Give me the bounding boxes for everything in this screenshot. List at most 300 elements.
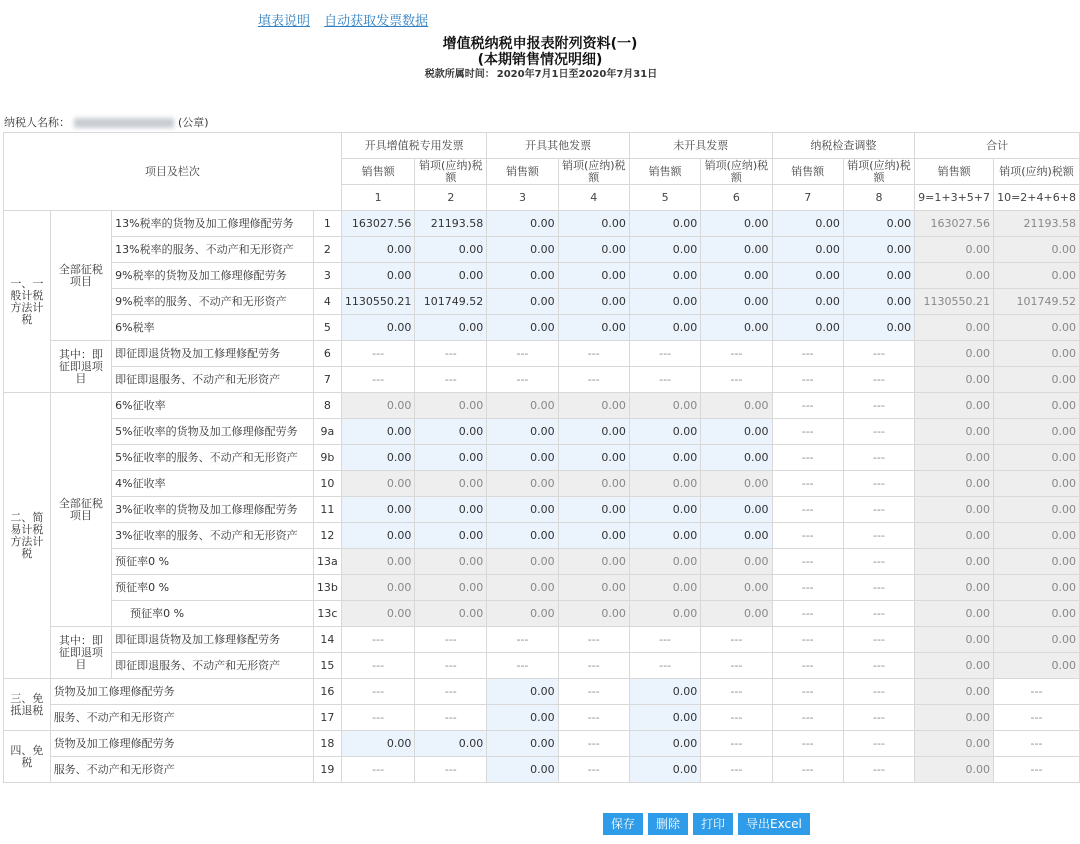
amount-cell[interactable]: 0.00 bbox=[629, 523, 700, 549]
amount-cell[interactable]: 0.00 bbox=[341, 523, 414, 549]
na-cell: --- bbox=[843, 471, 914, 497]
table-row bbox=[4, 731, 1080, 757]
row-label: 3%征收率的货物及加工修理修配劳务 bbox=[112, 497, 314, 523]
row-number: 5 bbox=[313, 315, 341, 341]
amount-cell[interactable]: 0.00 bbox=[558, 315, 629, 341]
amount-cell: 0.00 bbox=[629, 471, 700, 497]
amount-cell: 0.00 bbox=[629, 601, 700, 627]
row-number: 18 bbox=[313, 731, 341, 757]
na-cell: --- bbox=[843, 341, 914, 367]
amount-cell[interactable]: 163027.56 bbox=[341, 211, 414, 237]
amount-cell[interactable]: 0.00 bbox=[558, 445, 629, 471]
amount-cell: 0.00 bbox=[915, 471, 994, 497]
column-number-2: 2 bbox=[415, 185, 487, 211]
table-row bbox=[4, 341, 1080, 367]
group-header-2: 开具其他发票 bbox=[487, 133, 630, 159]
amount-cell: 0.00 bbox=[915, 341, 994, 367]
amount-cell: 0.00 bbox=[994, 575, 1080, 601]
na-cell: --- bbox=[772, 549, 843, 575]
na-cell: --- bbox=[487, 367, 558, 393]
header-row-groups bbox=[4, 133, 1080, 159]
delete-button[interactable]: 删除 bbox=[648, 813, 688, 835]
sales-amount-header: 销售额 bbox=[629, 159, 700, 185]
amount-cell[interactable]: 0.00 bbox=[629, 419, 700, 445]
row-number: 13c bbox=[313, 601, 341, 627]
amount-cell[interactable]: 0.00 bbox=[487, 237, 558, 263]
na-cell: --- bbox=[772, 627, 843, 653]
amount-cell[interactable]: 0.00 bbox=[772, 315, 843, 341]
amount-cell: 0.00 bbox=[915, 575, 994, 601]
amount-cell[interactable]: 0.00 bbox=[629, 705, 700, 731]
amount-cell[interactable]: 0.00 bbox=[772, 263, 843, 289]
row-label: 即征即退货物及加工修理修配劳务 bbox=[112, 341, 314, 367]
table-row bbox=[4, 653, 1080, 679]
group-header-5: 合计 bbox=[915, 133, 1080, 159]
amount-cell: 0.00 bbox=[915, 679, 994, 705]
tax-period-label: 税款所属时间： bbox=[424, 69, 495, 80]
amount-cell: 0.00 bbox=[487, 601, 558, 627]
print-button[interactable]: 打印 bbox=[693, 813, 733, 835]
table-row bbox=[4, 263, 1080, 289]
row-number: 10 bbox=[313, 471, 341, 497]
amount-cell: 0.00 bbox=[994, 653, 1080, 679]
amount-cell[interactable]: 0.00 bbox=[415, 263, 487, 289]
amount-cell: 0.00 bbox=[701, 601, 772, 627]
na-cell: --- bbox=[558, 731, 629, 757]
na-cell: --- bbox=[843, 757, 914, 783]
amount-cell[interactable]: 0.00 bbox=[772, 237, 843, 263]
na-cell: --- bbox=[843, 575, 914, 601]
na-cell: --- bbox=[772, 757, 843, 783]
sales-amount-header: 销售额 bbox=[772, 159, 843, 185]
na-cell: --- bbox=[701, 653, 772, 679]
auto-fetch-invoice-link[interactable]: 自动获取发票数据 bbox=[324, 14, 429, 29]
na-cell: --- bbox=[843, 419, 914, 445]
amount-cell[interactable]: 0.00 bbox=[701, 315, 772, 341]
amount-cell: 0.00 bbox=[629, 575, 700, 601]
amount-cell[interactable]: 0.00 bbox=[341, 263, 414, 289]
row-label: 9%税率的服务、不动产和无形资产 bbox=[112, 289, 314, 315]
row-number: 4 bbox=[313, 289, 341, 315]
amount-cell: 0.00 bbox=[994, 497, 1080, 523]
amount-cell[interactable]: 0.00 bbox=[487, 445, 558, 471]
row-label: 4%征收率 bbox=[112, 471, 314, 497]
form-title-line1: 增值税纳税申报表附列资料(一) bbox=[442, 36, 638, 52]
na-cell: --- bbox=[629, 627, 700, 653]
na-cell: --- bbox=[341, 653, 414, 679]
table-row bbox=[4, 523, 1080, 549]
column-number-6: 6 bbox=[701, 185, 772, 211]
amount-cell[interactable]: 0.00 bbox=[341, 731, 414, 757]
table-row bbox=[4, 601, 1080, 627]
section-label: 三、免抵退税 bbox=[4, 679, 51, 731]
na-cell: --- bbox=[843, 367, 914, 393]
row-number: 13b bbox=[313, 575, 341, 601]
amount-cell: 0.00 bbox=[701, 471, 772, 497]
output-tax-header: 销项(应纳)税额 bbox=[994, 159, 1080, 185]
amount-cell[interactable]: 0.00 bbox=[843, 263, 914, 289]
amount-cell[interactable]: 0.00 bbox=[558, 523, 629, 549]
amount-cell: 0.00 bbox=[558, 601, 629, 627]
row-label: 货物及加工修理修配劳务 bbox=[50, 679, 313, 705]
fill-instructions-link[interactable]: 填表说明 bbox=[258, 14, 311, 29]
amount-cell: 0.00 bbox=[341, 549, 414, 575]
na-cell: --- bbox=[772, 419, 843, 445]
na-cell: --- bbox=[558, 341, 629, 367]
amount-cell: 0.00 bbox=[629, 549, 700, 575]
na-cell: --- bbox=[701, 705, 772, 731]
na-cell: --- bbox=[558, 653, 629, 679]
na-cell: --- bbox=[629, 367, 700, 393]
amount-cell[interactable]: 0.00 bbox=[558, 419, 629, 445]
na-cell: --- bbox=[415, 757, 487, 783]
row-label: 服务、不动产和无形资产 bbox=[50, 757, 313, 783]
amount-cell: 0.00 bbox=[994, 549, 1080, 575]
amount-cell[interactable]: 0.00 bbox=[843, 211, 914, 237]
row-label: 6%征收率 bbox=[112, 393, 314, 419]
na-cell: --- bbox=[994, 731, 1080, 757]
na-cell: --- bbox=[772, 731, 843, 757]
na-cell: --- bbox=[843, 523, 914, 549]
amount-cell: 0.00 bbox=[994, 263, 1080, 289]
amount-cell[interactable]: 0.00 bbox=[629, 211, 700, 237]
amount-cell[interactable]: 0.00 bbox=[415, 419, 487, 445]
row-label: 即征即退服务、不动产和无形资产 bbox=[112, 367, 314, 393]
group-header-3: 未开具发票 bbox=[629, 133, 772, 159]
tax-period bbox=[0, 68, 1080, 82]
output-tax-header: 销项(应纳)税额 bbox=[843, 159, 914, 185]
tax-period-value: 2020年7月1日至2020年7月31日 bbox=[496, 69, 658, 80]
amount-cell: 0.00 bbox=[994, 367, 1080, 393]
amount-cell: 0.00 bbox=[994, 601, 1080, 627]
column-number-8: 8 bbox=[843, 185, 914, 211]
amount-cell: 0.00 bbox=[341, 471, 414, 497]
amount-cell: 0.00 bbox=[415, 549, 487, 575]
amount-cell[interactable]: 0.00 bbox=[843, 289, 914, 315]
amount-cell[interactable]: 0.00 bbox=[701, 211, 772, 237]
row-number: 8 bbox=[313, 393, 341, 419]
amount-cell: 0.00 bbox=[915, 731, 994, 757]
na-cell: --- bbox=[843, 731, 914, 757]
na-cell: --- bbox=[772, 497, 843, 523]
na-cell: --- bbox=[341, 341, 414, 367]
amount-cell: 0.00 bbox=[487, 393, 558, 419]
amount-cell[interactable]: 0.00 bbox=[487, 731, 558, 757]
amount-cell[interactable]: 0.00 bbox=[558, 211, 629, 237]
table-row bbox=[4, 419, 1080, 445]
na-cell: --- bbox=[994, 705, 1080, 731]
row-label: 货物及加工修理修配劳务 bbox=[50, 731, 313, 757]
na-cell: --- bbox=[415, 705, 487, 731]
na-cell: --- bbox=[772, 367, 843, 393]
amount-cell[interactable]: 0.00 bbox=[701, 419, 772, 445]
na-cell: --- bbox=[772, 471, 843, 497]
amount-cell[interactable]: 0.00 bbox=[487, 757, 558, 783]
amount-cell: 0.00 bbox=[915, 705, 994, 731]
amount-cell: 0.00 bbox=[558, 549, 629, 575]
amount-cell[interactable]: 0.00 bbox=[487, 315, 558, 341]
table-row bbox=[4, 445, 1080, 471]
amount-cell: 0.00 bbox=[629, 393, 700, 419]
na-cell: --- bbox=[772, 575, 843, 601]
na-cell: --- bbox=[843, 679, 914, 705]
amount-cell: 163027.56 bbox=[915, 211, 994, 237]
taxpayer-seal: (公章) bbox=[178, 116, 209, 129]
na-cell: --- bbox=[772, 679, 843, 705]
na-cell: --- bbox=[994, 679, 1080, 705]
column-number-10: 10=2+4+6+8 bbox=[994, 185, 1080, 211]
na-cell: --- bbox=[701, 627, 772, 653]
amount-cell[interactable]: 0.00 bbox=[415, 523, 487, 549]
amount-cell[interactable]: 0.00 bbox=[629, 731, 700, 757]
amount-cell: 0.00 bbox=[701, 549, 772, 575]
row-label: 服务、不动产和无形资产 bbox=[50, 705, 313, 731]
na-cell: --- bbox=[341, 679, 414, 705]
amount-cell[interactable]: 0.00 bbox=[487, 289, 558, 315]
amount-cell[interactable]: 0.00 bbox=[558, 289, 629, 315]
column-number-5: 5 bbox=[629, 185, 700, 211]
na-cell: --- bbox=[341, 757, 414, 783]
amount-cell[interactable]: 0.00 bbox=[629, 445, 700, 471]
na-cell: --- bbox=[843, 549, 914, 575]
sales-amount-header: 销售额 bbox=[487, 159, 558, 185]
na-cell: --- bbox=[415, 367, 487, 393]
amount-cell[interactable]: 0.00 bbox=[629, 679, 700, 705]
na-cell: --- bbox=[629, 653, 700, 679]
amount-cell: 0.00 bbox=[994, 393, 1080, 419]
na-cell: --- bbox=[843, 653, 914, 679]
amount-cell[interactable]: 0.00 bbox=[487, 211, 558, 237]
amount-cell[interactable]: 0.00 bbox=[487, 419, 558, 445]
na-cell: --- bbox=[843, 445, 914, 471]
amount-cell[interactable]: 0.00 bbox=[701, 445, 772, 471]
na-cell: --- bbox=[487, 653, 558, 679]
sales-amount-header: 销售额 bbox=[341, 159, 414, 185]
amount-cell: 0.00 bbox=[994, 445, 1080, 471]
row-number: 9a bbox=[313, 419, 341, 445]
amount-cell: 0.00 bbox=[415, 575, 487, 601]
amount-cell[interactable]: 0.00 bbox=[843, 237, 914, 263]
row-label: 即征即退货物及加工修理修配劳务 bbox=[112, 627, 314, 653]
amount-cell[interactable]: 0.00 bbox=[487, 679, 558, 705]
amount-cell[interactable]: 0.00 bbox=[415, 497, 487, 523]
na-cell: --- bbox=[558, 367, 629, 393]
amount-cell: 0.00 bbox=[915, 367, 994, 393]
row-label: 3%征收率的服务、不动产和无形资产 bbox=[112, 523, 314, 549]
amount-cell[interactable]: 0.00 bbox=[558, 263, 629, 289]
amount-cell: 0.00 bbox=[994, 237, 1080, 263]
na-cell: --- bbox=[772, 601, 843, 627]
amount-cell[interactable]: 0.00 bbox=[843, 315, 914, 341]
na-cell: --- bbox=[701, 367, 772, 393]
amount-cell: 0.00 bbox=[915, 445, 994, 471]
na-cell: --- bbox=[772, 393, 843, 419]
amount-cell: 0.00 bbox=[415, 471, 487, 497]
sales-detail-table bbox=[3, 132, 1080, 783]
action-buttons bbox=[603, 813, 815, 835]
amount-cell: 0.00 bbox=[487, 549, 558, 575]
na-cell: --- bbox=[701, 731, 772, 757]
export-excel-button[interactable]: 导出Excel bbox=[738, 813, 810, 835]
row-label: 5%征收率的货物及加工修理修配劳务 bbox=[112, 419, 314, 445]
row-number: 14 bbox=[313, 627, 341, 653]
amount-cell[interactable]: 0.00 bbox=[629, 237, 700, 263]
amount-cell: 0.00 bbox=[915, 497, 994, 523]
table-row bbox=[4, 393, 1080, 419]
row-number: 1 bbox=[313, 211, 341, 237]
na-cell: --- bbox=[701, 341, 772, 367]
taxpayer-name-redacted bbox=[74, 118, 174, 128]
amount-cell: 0.00 bbox=[915, 601, 994, 627]
row-number: 7 bbox=[313, 367, 341, 393]
item-column-header: 项目及栏次 bbox=[4, 133, 342, 211]
amount-cell: 0.00 bbox=[994, 315, 1080, 341]
amount-cell[interactable]: 0.00 bbox=[629, 315, 700, 341]
column-number-9: 9=1+3+5+7 bbox=[915, 185, 994, 211]
amount-cell[interactable]: 0.00 bbox=[341, 445, 414, 471]
na-cell: --- bbox=[701, 679, 772, 705]
amount-cell: 21193.58 bbox=[994, 211, 1080, 237]
amount-cell[interactable]: 0.00 bbox=[558, 497, 629, 523]
amount-cell[interactable]: 0.00 bbox=[341, 237, 414, 263]
row-number: 11 bbox=[313, 497, 341, 523]
amount-cell[interactable]: 0.00 bbox=[415, 445, 487, 471]
row-number: 3 bbox=[313, 263, 341, 289]
amount-cell[interactable]: 101749.52 bbox=[415, 289, 487, 315]
na-cell: --- bbox=[772, 705, 843, 731]
row-number: 2 bbox=[313, 237, 341, 263]
amount-cell: 0.00 bbox=[915, 523, 994, 549]
na-cell: --- bbox=[772, 445, 843, 471]
row-label: 即征即退服务、不动产和无形资产 bbox=[112, 653, 314, 679]
na-cell: --- bbox=[558, 627, 629, 653]
na-cell: --- bbox=[701, 757, 772, 783]
amount-cell: 0.00 bbox=[558, 393, 629, 419]
table-row bbox=[4, 627, 1080, 653]
na-cell: --- bbox=[772, 523, 843, 549]
taxpayer-name-row bbox=[4, 114, 209, 130]
amount-cell[interactable]: 0.00 bbox=[415, 237, 487, 263]
column-number-4: 4 bbox=[558, 185, 629, 211]
amount-cell: 0.00 bbox=[994, 523, 1080, 549]
amount-cell: 0.00 bbox=[915, 549, 994, 575]
column-number-1: 1 bbox=[341, 185, 414, 211]
row-number: 15 bbox=[313, 653, 341, 679]
amount-cell[interactable]: 0.00 bbox=[701, 497, 772, 523]
na-cell: --- bbox=[994, 757, 1080, 783]
output-tax-header: 销项(应纳)税额 bbox=[701, 159, 772, 185]
row-label: 预征率0 % bbox=[112, 575, 314, 601]
amount-cell[interactable]: 0.00 bbox=[341, 497, 414, 523]
amount-cell[interactable]: 1130550.21 bbox=[341, 289, 414, 315]
amount-cell: 0.00 bbox=[487, 471, 558, 497]
amount-cell: 1130550.21 bbox=[915, 289, 994, 315]
save-button[interactable]: 保存 bbox=[603, 813, 643, 835]
amount-cell[interactable]: 0.00 bbox=[629, 757, 700, 783]
amount-cell: 0.00 bbox=[915, 653, 994, 679]
table-row bbox=[4, 211, 1080, 237]
amount-cell[interactable]: 0.00 bbox=[487, 705, 558, 731]
amount-cell[interactable]: 0.00 bbox=[487, 263, 558, 289]
table-row bbox=[4, 315, 1080, 341]
na-cell: --- bbox=[415, 653, 487, 679]
amount-cell[interactable]: 0.00 bbox=[558, 237, 629, 263]
sales-amount-header: 销售额 bbox=[915, 159, 994, 185]
row-label: 9%税率的货物及加工修理修配劳务 bbox=[112, 263, 314, 289]
amount-cell[interactable]: 0.00 bbox=[629, 497, 700, 523]
taxpayer-name-label: 纳税人名称： bbox=[4, 116, 70, 129]
amount-cell[interactable]: 0.00 bbox=[341, 315, 414, 341]
row-label: 6%税率 bbox=[112, 315, 314, 341]
amount-cell: 0.00 bbox=[994, 471, 1080, 497]
amount-cell[interactable]: 0.00 bbox=[487, 497, 558, 523]
output-tax-header: 销项(应纳)税额 bbox=[558, 159, 629, 185]
subsection-label: 其中：即征即退项目 bbox=[50, 341, 111, 393]
amount-cell[interactable]: 0.00 bbox=[629, 289, 700, 315]
subsection-label: 其中：即征即退项目 bbox=[50, 627, 111, 679]
row-label: 13%税率的货物及加工修理修配劳务 bbox=[112, 211, 314, 237]
amount-cell[interactable]: 0.00 bbox=[415, 315, 487, 341]
amount-cell: 0.00 bbox=[994, 419, 1080, 445]
na-cell: --- bbox=[843, 705, 914, 731]
subsection-label: 全部征税项目 bbox=[50, 393, 111, 627]
amount-cell: 0.00 bbox=[701, 575, 772, 601]
output-tax-header: 销项(应纳)税额 bbox=[415, 159, 487, 185]
amount-cell[interactable]: 0.00 bbox=[629, 263, 700, 289]
na-cell: --- bbox=[772, 341, 843, 367]
amount-cell[interactable]: 0.00 bbox=[701, 289, 772, 315]
section-label: 四、免税 bbox=[4, 731, 51, 783]
amount-cell[interactable]: 0.00 bbox=[701, 237, 772, 263]
table-row bbox=[4, 367, 1080, 393]
na-cell: --- bbox=[415, 627, 487, 653]
na-cell: --- bbox=[341, 367, 414, 393]
na-cell: --- bbox=[341, 705, 414, 731]
amount-cell[interactable]: 0.00 bbox=[772, 289, 843, 315]
row-label: 预征率0 % bbox=[112, 549, 314, 575]
group-header-1: 开具增值税专用发票 bbox=[341, 133, 486, 159]
row-number: 16 bbox=[313, 679, 341, 705]
amount-cell: 0.00 bbox=[415, 393, 487, 419]
top-links bbox=[258, 10, 438, 29]
amount-cell[interactable]: 0.00 bbox=[701, 263, 772, 289]
row-number: 12 bbox=[313, 523, 341, 549]
na-cell: --- bbox=[558, 679, 629, 705]
table-row bbox=[4, 237, 1080, 263]
amount-cell[interactable]: 0.00 bbox=[487, 523, 558, 549]
table-row bbox=[4, 289, 1080, 315]
na-cell: --- bbox=[629, 341, 700, 367]
na-cell: --- bbox=[487, 627, 558, 653]
na-cell: --- bbox=[772, 653, 843, 679]
section-label: 二、简易计税方法计税 bbox=[4, 393, 51, 679]
row-number: 19 bbox=[313, 757, 341, 783]
na-cell: --- bbox=[558, 705, 629, 731]
amount-cell[interactable]: 21193.58 bbox=[415, 211, 487, 237]
na-cell: --- bbox=[843, 601, 914, 627]
amount-cell[interactable]: 0.00 bbox=[415, 731, 487, 757]
amount-cell[interactable]: 0.00 bbox=[701, 523, 772, 549]
amount-cell: 0.00 bbox=[558, 471, 629, 497]
amount-cell: 0.00 bbox=[915, 237, 994, 263]
row-label: 预征率0 % bbox=[112, 601, 314, 627]
amount-cell[interactable]: 0.00 bbox=[772, 211, 843, 237]
amount-cell: 0.00 bbox=[341, 601, 414, 627]
table-row bbox=[4, 679, 1080, 705]
table-row bbox=[4, 497, 1080, 523]
amount-cell[interactable]: 0.00 bbox=[341, 419, 414, 445]
table-row bbox=[4, 549, 1080, 575]
